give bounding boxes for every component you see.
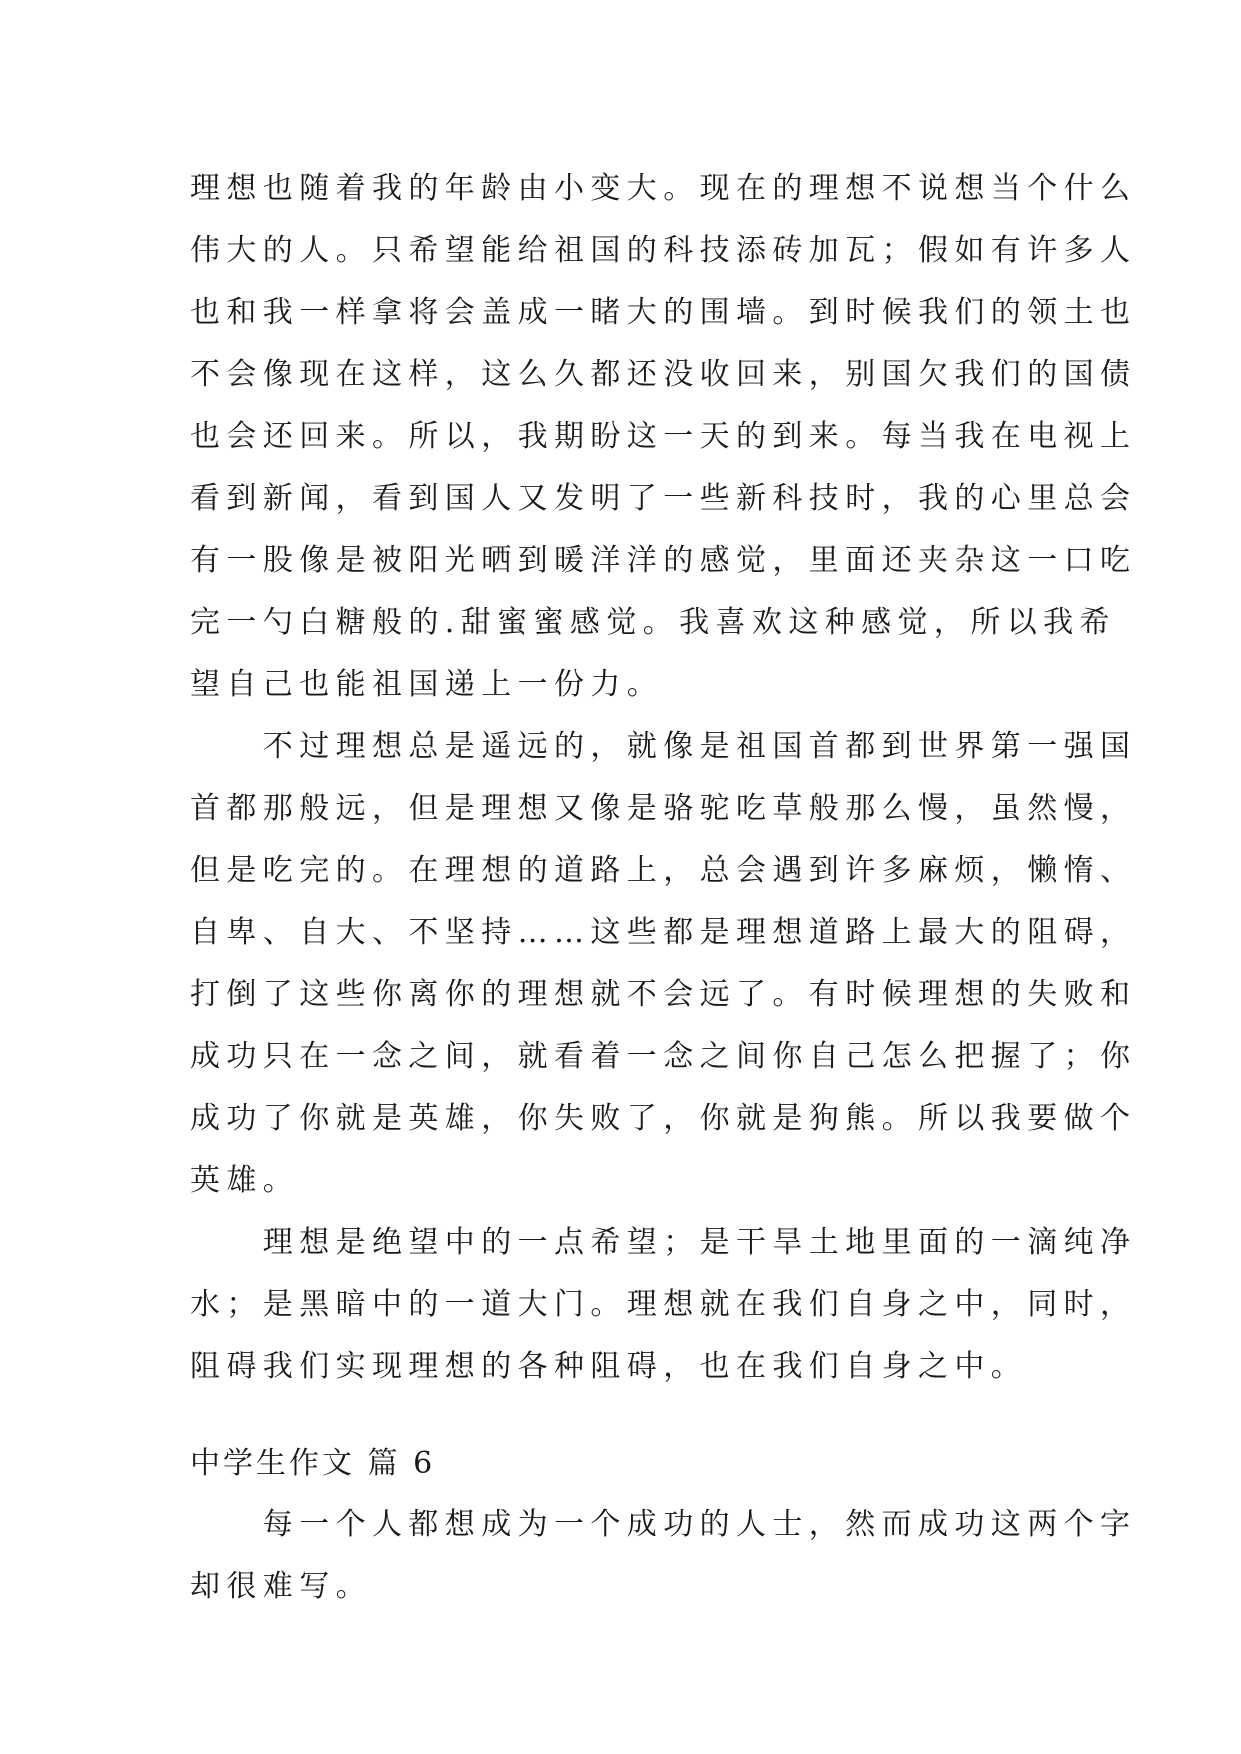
text-line: 理想也随着我的年龄由小变大。现在的理想不说想当个什么 [190,171,1137,206]
text-line: 水；是黑暗中的一道大门。理想就在我们自身之中，同时， [190,1287,1137,1322]
section-heading: 中学生作文 篇 6 [190,1446,436,1481]
text-line: 看到新闻，看到国人又发明了一些新科技时，我的心里总会 [190,481,1137,516]
text-line: 望自己也能祖国递上一份力。 [190,667,664,702]
text-line: 有一股像是被阳光晒到暖洋洋的感觉，里面还夹杂这一口吃 [190,543,1137,578]
text-line: 成功只在一念之间，就看着一念之间你自己怎么把握了；你 [190,1039,1137,1074]
text-line: 成功了你就是英雄，你失败了，你就是狗熊。所以我要做个 [190,1101,1137,1136]
text-line: 阻碍我们实现理想的各种阻碍，也在我们自身之中。 [190,1349,1028,1384]
text-line: 理想是绝望中的一点希望；是干旱土地里面的一滴纯净 [190,1225,1137,1260]
text-line: 不会像现在这样，这么久都还没收回来，别国欠我们的国债 [190,357,1137,392]
text-line: 不过理想总是遥远的，就像是祖国首都到世界第一强国 [190,729,1137,764]
text-line: 打倒了这些你离你的理想就不会远了。有时候理想的失败和 [190,977,1137,1012]
text-line: 首都那般远，但是理想又像是骆驼吃草般那么慢，虽然慢， [190,791,1137,826]
text-line: 也会还回来。所以，我期盼这一天的到来。每当我在电视上 [190,419,1137,454]
text-line: 但是吃完的。在理想的道路上，总会遇到许多麻烦，懒惰、 [190,853,1137,888]
text-line: 每一个人都想成为一个成功的人士，然而成功这两个字 [190,1507,1137,1542]
text-line: 英雄。 [190,1163,300,1198]
text-line: 伟大的人。只希望能给祖国的科技添砖加瓦；假如有许多人 [190,233,1137,268]
text-line: 也和我一样拿将会盖成一睹大的围墙。到时候我们的领土也 [190,295,1137,330]
text-line: 完一勺白糖般的.甜蜜蜜感觉。我喜欢这种感觉，所以我希 [190,605,1116,640]
text-line: 自卑、自大、不坚持……这些都是理想道路上最大的阻碍， [190,915,1137,950]
text-line: 却很难写。 [190,1569,372,1604]
